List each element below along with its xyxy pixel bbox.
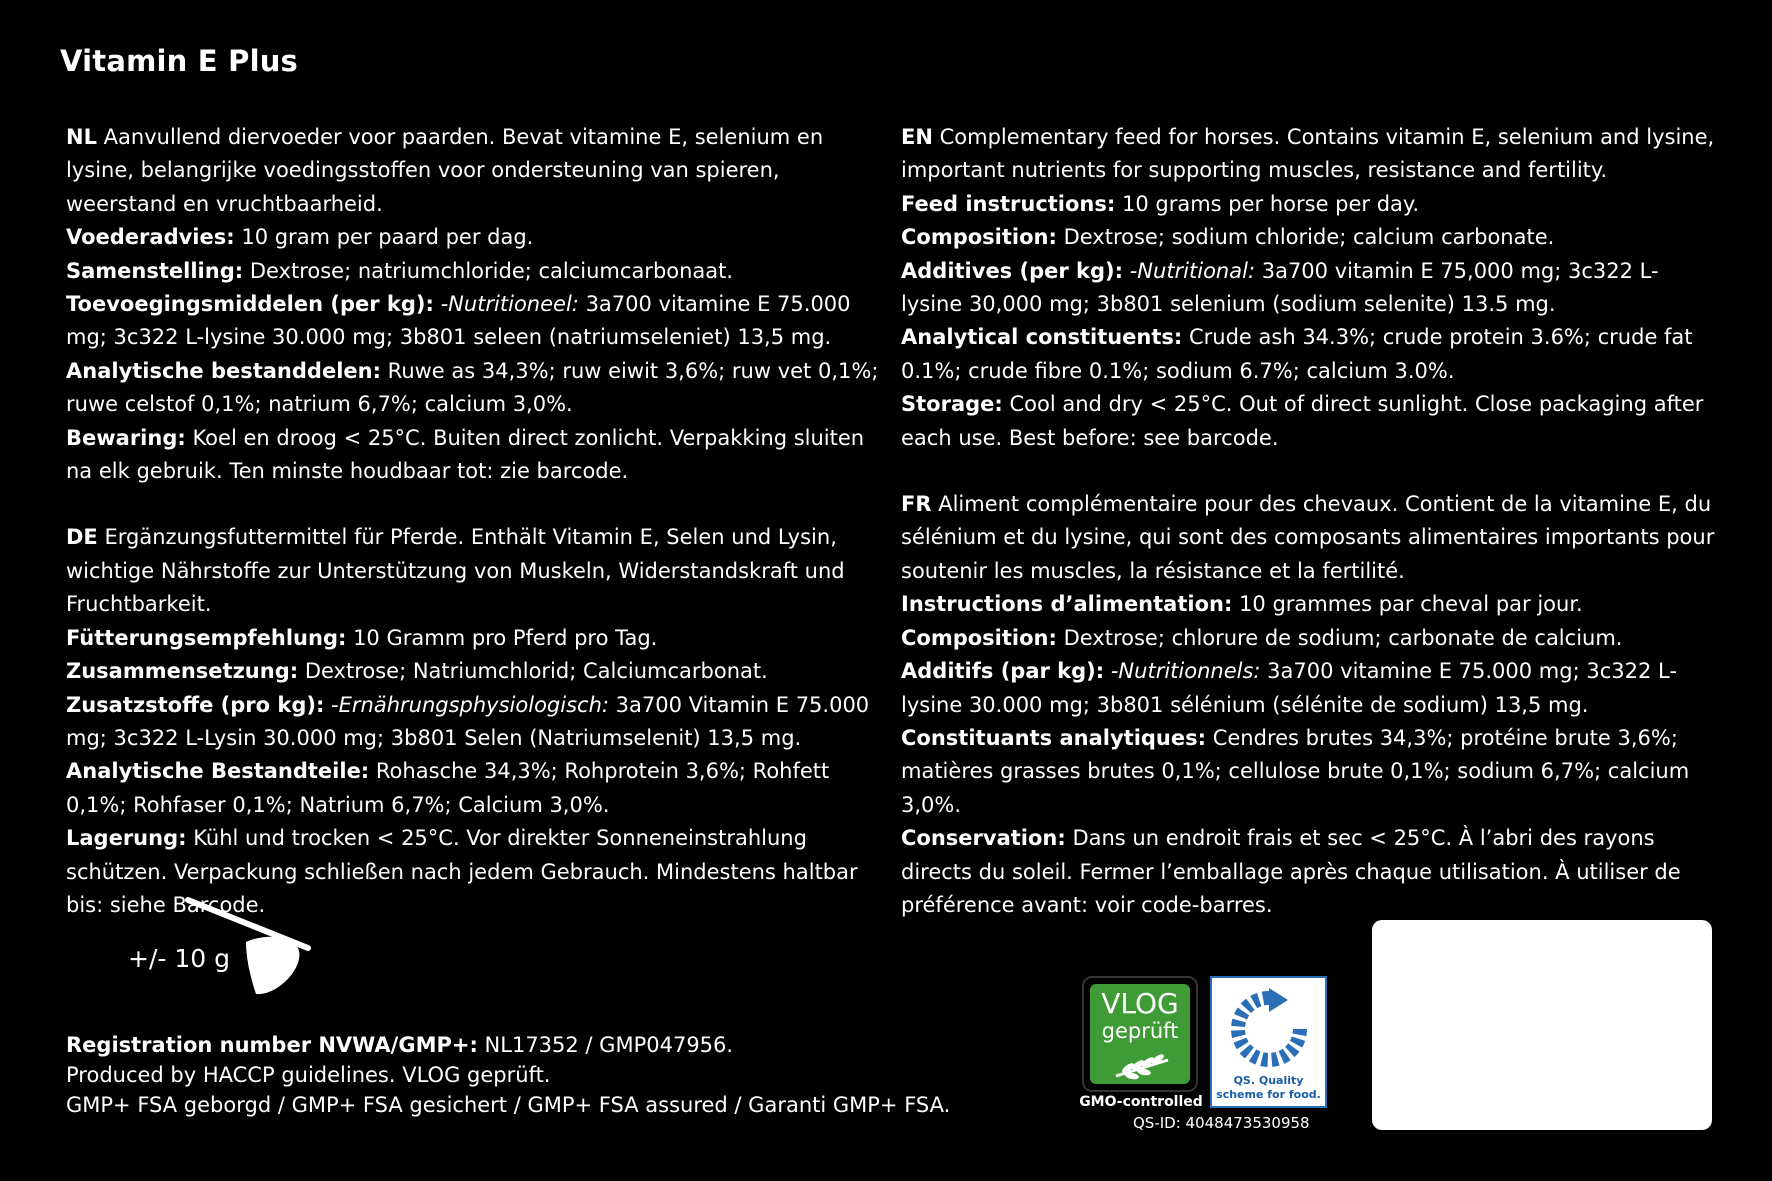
composition-text: Dextrose; Natriumchlorid; Calciumcarbonat.: [304, 659, 768, 684]
feed-label: Fütterungsempfehlung:: [66, 625, 347, 650]
feed-label: Instructions d’alimentation:: [901, 592, 1233, 617]
qs-text: [1212, 1074, 1325, 1102]
product-title: Vitamin E Plus: [60, 44, 299, 78]
feed-label: Feed instructions:: [901, 191, 1116, 216]
qs-id: QS-ID: 4048473530958: [1133, 1114, 1310, 1132]
storage-label: Bewaring:: [66, 425, 186, 450]
intro-text: Complementary feed for horses. Contains vitamin E, selenium and lysine, important nutrients for supporting muscles, resistance and fertility.: [901, 125, 1715, 183]
additives-text: 3a700 Vitamin E 75.000 mg; 3c322 L-Lysin 30.000 mg; 3b801 Selen (Natriumselenit) 13,5 mg.: [66, 692, 870, 750]
analytical-label: Analytische bestanddelen:: [66, 358, 381, 383]
additives-text: 3a700 vitamine E 75.000 mg; 3c322 L-lysine 30.000 mg; 3b801 sélénium (sélénite de sodium) 13,5 mg.: [901, 659, 1677, 717]
feed-label: Voederadvies:: [66, 225, 235, 250]
additives-label: Additifs (par kg):: [901, 659, 1105, 684]
storage-label: Conservation:: [901, 826, 1066, 851]
additives-italic: -Nutritioneel:: [440, 292, 579, 317]
storage-text: Koel en droog < 25°C. Buiten direct zonlicht. Verpakking sluiten na elk gebruik. Ten minste houdbaar tot: zie barcode.: [66, 425, 865, 484]
additives-label: Additives (per kg):: [901, 258, 1124, 283]
haccp-line: Produced by HACCP guidelines. VLOG geprüft.: [66, 1063, 551, 1087]
composition-text: Dextrose; sodium chloride; calcium carbonate.: [1063, 225, 1555, 250]
storage-text: Kühl und trocken < 25°C. Vor direkter Sonneneinstrahlung schützen. Verpackung schließen nach jedem Gebrauch. Mindestens haltbar bis: siehe Barcode.: [66, 826, 858, 917]
composition-label: Samenstelling:: [66, 258, 244, 283]
vlog-subtitle: geprüft: [1101, 1019, 1179, 1043]
qs-line2: scheme for food.: [1216, 1088, 1321, 1101]
feed-text: 10 grams per horse per day.: [1121, 191, 1420, 216]
analytical-label: Analytical constituents:: [901, 325, 1183, 350]
wheat-icon: [1112, 1050, 1172, 1080]
qs-arrow-icon: [1226, 986, 1312, 1072]
analytical-label: Analytische Bestandteile:: [66, 759, 370, 784]
intro-text: Ergänzungsfuttermittel für Pferde. Enthält Vitamin E, Selen und Lysin, wichtige Nährstoffe zur Unterstützung von Muskeln, Widerstandskraft und Fruchtbarkeit.: [66, 525, 845, 617]
analytical-text: Rohasche 34,3%; Rohprotein 3,6%; Rohfett 0,1%; Rohfaser 0,1%; Natrium 6,7%; Calcium 3,0%.: [66, 759, 830, 817]
registration-value: NL17352 / GMP047956.: [484, 1033, 734, 1057]
section-fr: [901, 488, 1716, 922]
storage-text: Dans un endroit frais et sec < 25°C. À l’abri des rayons directs du soleil. Fermer l’emballage après chaque utilisation. À utiliser de préférence avant: voir code-barres.: [901, 826, 1681, 917]
barcode-area: [1372, 920, 1712, 1130]
gmp-line: GMP+ FSA geborgd / GMP+ FSA gesichert / GMP+ FSA assured / Garanti GMP+ FSA.: [66, 1093, 951, 1117]
analytical-label: Constituants analytiques:: [901, 725, 1207, 750]
storage-text: Cool and dry < 25°C. Out of direct sunlight. Close packaging after each use. Best before: see barcode.: [901, 392, 1704, 450]
lang-code: EN: [901, 125, 933, 149]
feed-text: 10 grammes par cheval par jour.: [1239, 592, 1583, 617]
analytical-text: Ruwe as 34,3%; ruw eiwit 3,6%; ruw vet 0,1%; ruwe celstof 0,1%; natrium 6,7%; calcium 3,0%.: [66, 358, 879, 417]
composition-text: Dextrose; natriumchloride; calciumcarbonaat.: [249, 258, 734, 283]
analytical-text: Crude ash 34.3%; crude protein 3.6%; crude fat 0.1%; crude fibre 0.1%; sodium 6.7%; calcium 3.0%.: [901, 325, 1693, 383]
section-nl: [66, 121, 886, 488]
composition-label: Composition:: [901, 625, 1057, 650]
lang-code: NL: [66, 125, 97, 149]
analytical-text: Cendres brutes 34,3%; protéine brute 3,6%; matières grasses brutes 0,1%; cellulose brute 0,1%; sodium 6,7%; calcium 3,0%.: [901, 725, 1690, 817]
qs-line1: QS. Quality: [1233, 1074, 1304, 1087]
composition-label: Composition:: [901, 225, 1057, 250]
feed-text: 10 gram per paard per dag.: [241, 225, 534, 250]
intro-text: Aliment complémentaire pour des chevaux. Contient de la vitamine E, du sélénium et du lysine, qui sont des composants alimentaires importants pour soutenir les muscles, la résistance et la fertilité.: [901, 492, 1715, 583]
composition-text: Dextrose; chlorure de sodium; carbonate de calcium.: [1063, 625, 1623, 650]
storage-label: Storage:: [901, 392, 1003, 417]
lang-code: FR: [901, 492, 932, 517]
registration-label: Registration number NVWA/GMP+:: [66, 1033, 478, 1057]
vlog-title: VLOG: [1101, 987, 1179, 1020]
qs-logo: [1210, 976, 1327, 1108]
vlog-logo: [1082, 976, 1198, 1092]
additives-label: Zusatzstoffe (pro kg):: [66, 692, 325, 717]
composition-label: Zusammensetzung:: [66, 659, 299, 684]
additives-label: Toevoegingsmiddelen (per kg):: [66, 292, 434, 317]
intro-text: Aanvullend diervoeder voor paarden. Bevat vitamine E, selenium en lysine, belangrijke voedingsstoffen voor ondersteuning van spieren, weerstand en vruchtbaarheid.: [66, 125, 824, 216]
additives-text: 3a700 vitamine E 75.000 mg; 3c322 L-lysine 30.000 mg; 3b801 seleen (natriumseleniet) 13,5 mg.: [66, 292, 851, 350]
additives-italic: -Nutritional:: [1129, 258, 1256, 283]
lang-code: DE: [66, 525, 98, 550]
right-column: [901, 121, 1716, 955]
feed-text: 10 Gramm pro Pferd pro Tag.: [353, 625, 658, 650]
dosage-label: +/- 10 g: [128, 944, 230, 973]
footer: [66, 1030, 950, 1120]
section-de: [66, 521, 886, 922]
gmo-caption: GMO-controlled: [1079, 1094, 1203, 1110]
left-column: [66, 121, 886, 955]
storage-label: Lagerung:: [66, 826, 187, 851]
section-en: [901, 121, 1716, 455]
additives-italic: -Nutritionnels:: [1110, 659, 1261, 684]
additives-text: 3a700 vitamin E 75,000 mg; 3c322 L-lysine 30,000 mg; 3b801 selenium (sodium selenite) 13.5 mg.: [901, 258, 1659, 317]
additives-italic: -Ernährungsphysiologisch:: [331, 692, 609, 717]
